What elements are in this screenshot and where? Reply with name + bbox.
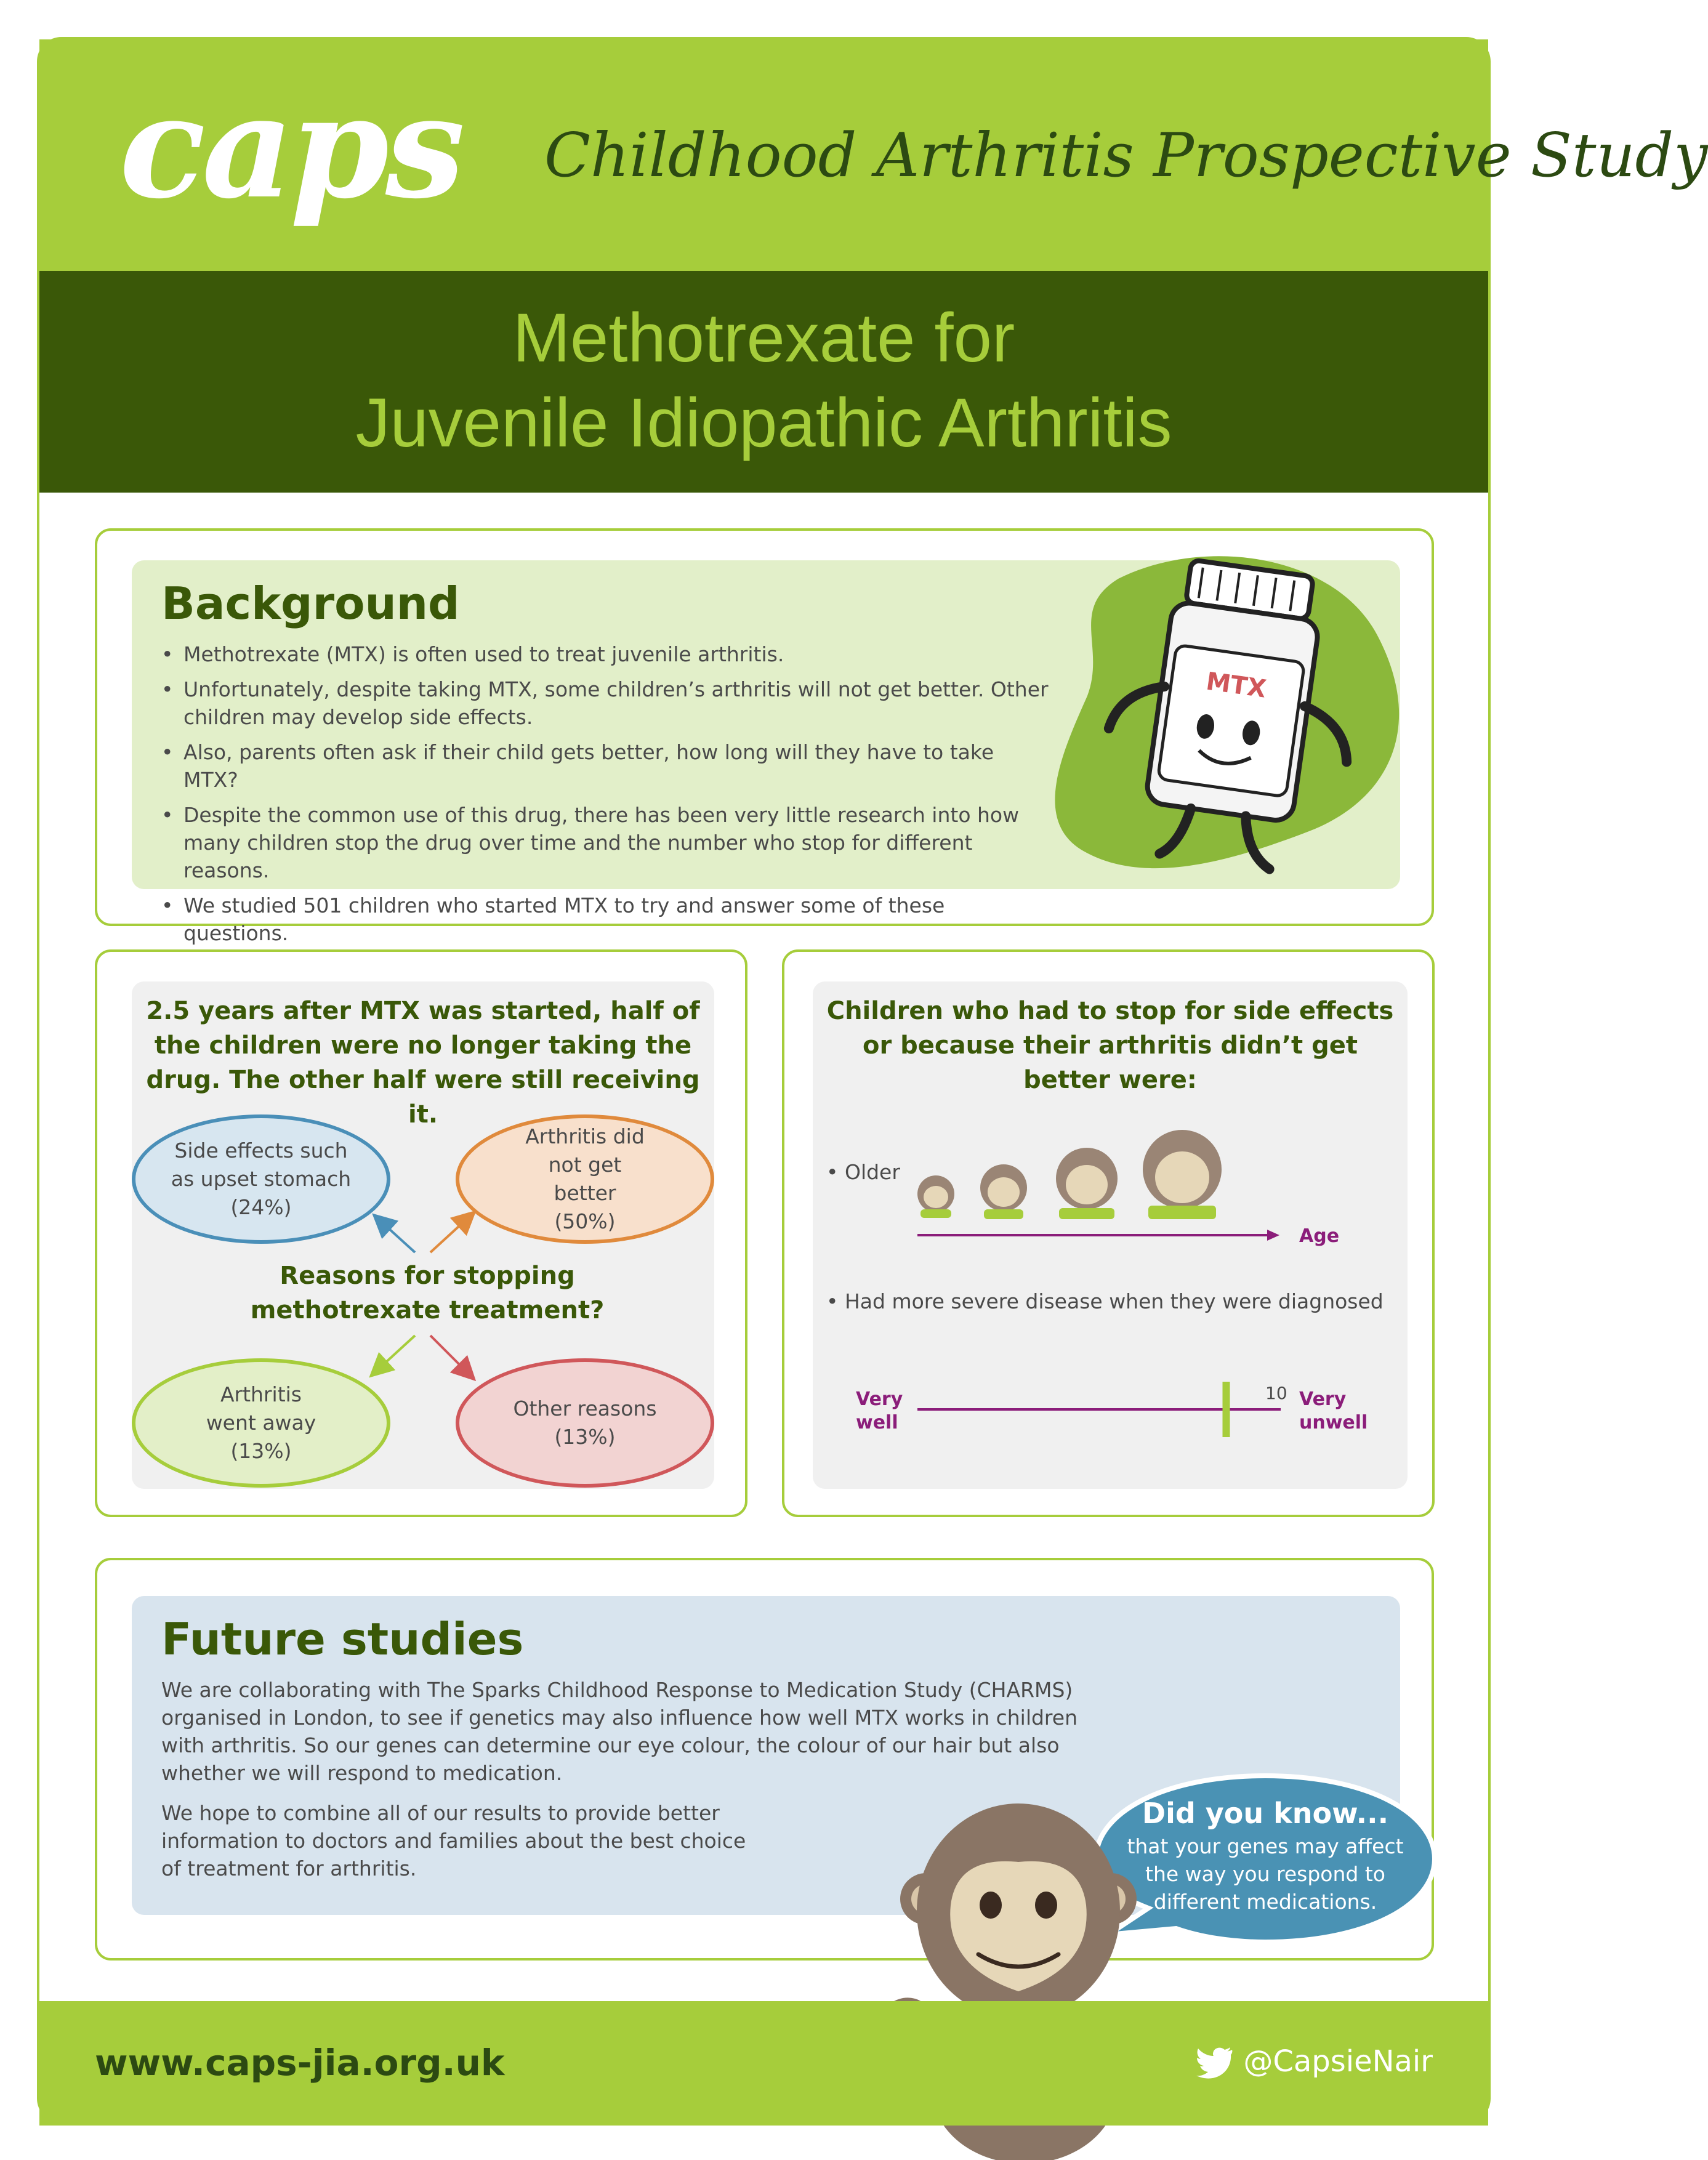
future-heading: Future studies xyxy=(161,1613,524,1665)
reason-percent: (13%) xyxy=(554,1425,616,1449)
severe-label: Had more severe disease when they were diagnosed xyxy=(844,1289,1384,1313)
severity-marker xyxy=(1223,1382,1230,1437)
reasons-card xyxy=(95,949,747,1517)
reason-percent: (50%) xyxy=(554,1209,616,1233)
arrow-other xyxy=(430,1336,467,1372)
reasons-heading: 2.5 years after MTX was started, half of the children were no longer taking the drug. The other half were still receiving it. xyxy=(146,997,700,1129)
tagline: Childhood Arthritis Prospective Study xyxy=(544,121,1708,191)
reason-label: Side effects such as upset stomach xyxy=(171,1138,352,1191)
scale-max-label: 10 xyxy=(1265,1383,1287,1403)
twitter-label: @CapsieNair xyxy=(1243,2044,1433,2079)
title-banner xyxy=(39,271,1488,493)
reason-arrows xyxy=(132,981,714,1489)
poster xyxy=(37,37,1708,2123)
arrow-not-better xyxy=(430,1219,467,1252)
caps-logo: caps xyxy=(119,64,462,230)
bottle-label: MTX xyxy=(1204,667,1268,704)
arrow-went-away xyxy=(378,1336,415,1369)
background-heading: Background xyxy=(161,578,460,629)
reason-percent: (24%) xyxy=(230,1195,292,1219)
background-bullet: • Despite the common use of this drug, there has been very little research into how many children stop the drug over time and the number who stop for different reasons. xyxy=(161,801,1054,884)
twitter-handle[interactable] xyxy=(1196,2044,1433,2079)
bubble-body: that your genes may affect the way you respond to different medications. xyxy=(1127,1834,1404,1914)
background-bullet: • Also, parents often ask if their child gets better, how long will they have to take MTX? xyxy=(161,738,1054,794)
reasons-panel xyxy=(132,981,714,1489)
monkey-face-icon xyxy=(1056,1148,1118,1219)
twitter-bird-icon xyxy=(1196,2046,1233,2077)
severity-scale xyxy=(917,1382,1287,1443)
mtx-bottle-illustration xyxy=(1044,542,1420,893)
older-bullet: • Older xyxy=(826,1160,900,1184)
stopped-children-panel xyxy=(813,981,1408,1489)
header xyxy=(39,39,1708,271)
reason-label: Other reasons xyxy=(513,1396,657,1421)
monkey-face-icon xyxy=(1143,1130,1222,1219)
monkey-face-icon xyxy=(980,1164,1027,1219)
monkey-face-icon xyxy=(917,1175,954,1218)
stopped-children-heading: Children who had to stop for side effects or because their arthritis didn’t get better were: xyxy=(826,997,1394,1094)
age-axis-label: Age xyxy=(1299,1225,1340,1247)
stopped-children-card xyxy=(782,949,1435,1517)
older-label: Older xyxy=(844,1160,900,1184)
arrow-side-effects xyxy=(381,1222,415,1252)
future-paragraph-2: We hope to combine all of our results to provide better information to doctors and families about the best choice of treatment for arthritis. xyxy=(161,1801,746,1880)
title-line-1: Methotrexate for xyxy=(512,299,1015,376)
background-bullet: • We studied 501 children who started MTX to try and answer some of these questions. xyxy=(161,892,1054,947)
reasons-center-question: Reasons for stopping methotrexate treatment? xyxy=(250,1262,605,1324)
future-paragraph-1: We are collaborating with The Sparks Childhood Response to Medication Study (CHARMS) organised in London, to see if genetics may also influence how well MTX works in children with arthritis. So our genes can determine our eye colour, the colour of our hair but also whether we will respond to medication. xyxy=(161,1678,1078,1785)
reason-label: Arthritis went away xyxy=(206,1382,316,1435)
severe-bullet: • Had more severe disease when they were diagnosed xyxy=(826,1289,1384,1313)
reason-label: Arthritis did not get better xyxy=(525,1124,645,1205)
scale-right-label: Very unwell xyxy=(1299,1388,1368,1433)
age-monkeys xyxy=(911,1123,1231,1222)
reason-percent: (13%) xyxy=(230,1439,292,1463)
scale-left-label: Very well xyxy=(856,1388,903,1433)
bubble-title: Did you know... xyxy=(1142,1797,1389,1830)
title-line-2: Juvenile Idiopathic Arthritis xyxy=(355,384,1172,461)
age-arrow xyxy=(917,1228,1281,1243)
background-card xyxy=(95,528,1434,945)
footer xyxy=(39,2001,1488,2126)
background-bullet: • Unfortunately, despite taking MTX, some children’s arthritis will not get better. Other children may develop side effects. xyxy=(161,675,1054,731)
background-bullets xyxy=(161,640,1054,954)
background-bullet: • Methotrexate (MTX) is often used to treat juvenile arthritis. xyxy=(161,640,1054,668)
website-link[interactable]: www.caps-jia.org.uk xyxy=(95,2042,505,2084)
